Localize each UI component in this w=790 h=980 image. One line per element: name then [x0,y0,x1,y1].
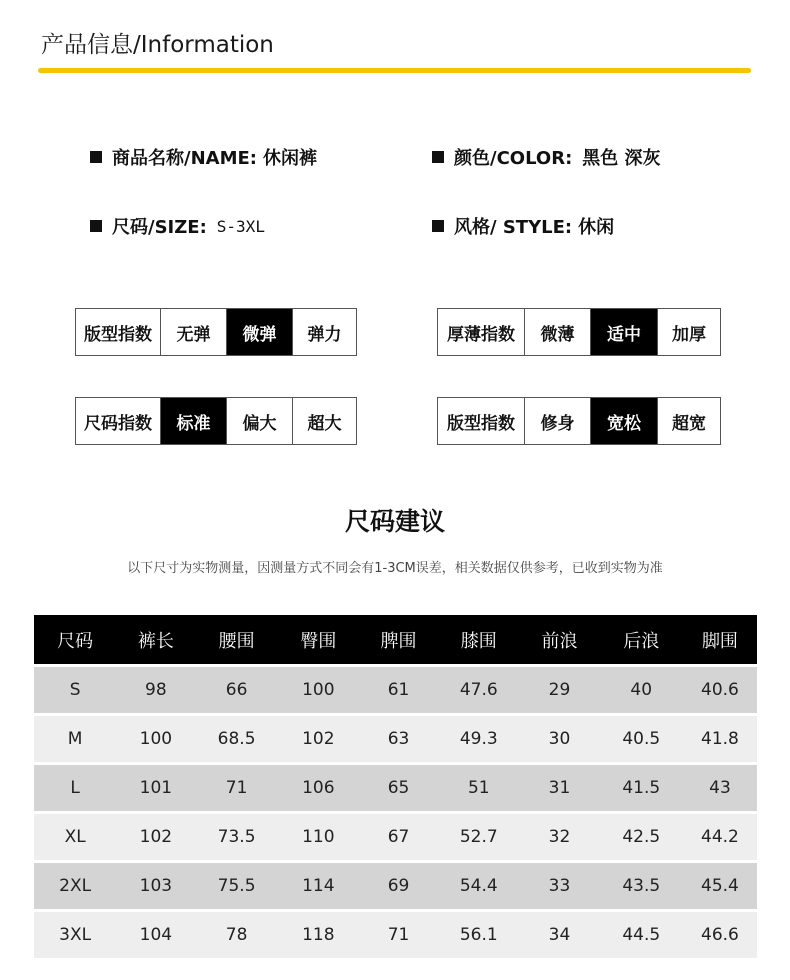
info-product-name [90,144,317,170]
table-cell: 49.3 [438,713,519,762]
page-title: 产品信息/Information [41,32,274,58]
table-cell: 56.1 [438,909,519,958]
table-cell: 98 [116,664,195,713]
info-color [432,144,661,170]
table-row [34,811,757,860]
info-color-label: 颜色/COLOR: [454,148,573,169]
square-bullet-icon [432,220,444,232]
table-row [34,664,757,713]
table-row [34,713,757,762]
index-option: 偏大 [226,398,292,444]
index-fit [437,397,721,445]
info-size-value: S-3XL [216,216,265,236]
table-cell: 101 [116,762,195,811]
table-cell: 100 [116,713,195,762]
table-cell: 43 [683,762,757,811]
table-cell: 31 [519,762,599,811]
table-header-cell: 脾围 [359,615,438,664]
info-style [432,213,614,239]
index-size-fit [75,397,357,445]
table-cell: 114 [278,860,359,909]
table-row [34,909,757,958]
index-option-selected: 宽松 [590,398,657,444]
index-stretch-label: 版型指数 [84,324,152,345]
table-cell: 2XL [34,860,116,909]
table-row [34,762,757,811]
info-size-label: 尺码/SIZE: [112,217,207,238]
table-cell: 44.5 [600,909,683,958]
index-option-selected: 微弹 [226,309,292,355]
table-cell: 30 [519,713,599,762]
table-cell: 3XL [34,909,116,958]
table-cell: 71 [195,762,277,811]
table-cell: S [34,664,116,713]
table-header-cell: 膝围 [438,615,519,664]
size-table-header [34,615,757,664]
table-cell: 67 [359,811,438,860]
index-option-selected: 适中 [590,309,657,355]
table-cell: 63 [359,713,438,762]
table-cell: 40.6 [683,664,757,713]
table-header-cell: 裤长 [116,615,195,664]
table-header-cell: 前浪 [519,615,599,664]
index-thickness [437,308,721,356]
info-name-label: 商品名称/NAME: [112,148,257,169]
table-cell: 41.8 [683,713,757,762]
index-size-fit-label: 尺码指数 [84,413,152,434]
index-stretch [75,308,357,356]
index-fit-label: 版型指数 [447,413,515,434]
square-bullet-icon [90,220,102,232]
table-header-cell: 臀围 [278,615,359,664]
table-row [34,860,757,909]
size-section-note: 以下尺寸为实物测量，因测量方式不同会有1-3CM误差，相关数据仅供参考，已收到实物为准 [127,561,663,576]
table-cell: 40 [600,664,683,713]
table-cell: 106 [278,762,359,811]
table-cell: 29 [519,664,599,713]
table-cell: 52.7 [438,811,519,860]
table-cell: M [34,713,116,762]
info-style-value: 休闲 [578,217,615,238]
table-cell: XL [34,811,116,860]
index-option: 无弹 [160,309,226,355]
index-option: 超大 [292,398,356,444]
table-header-cell: 腰围 [195,615,277,664]
table-cell: 102 [278,713,359,762]
table-cell: 42.5 [600,811,683,860]
table-cell: 41.5 [600,762,683,811]
table-cell: 78 [195,909,277,958]
table-cell: 40.5 [600,713,683,762]
table-cell: 118 [278,909,359,958]
index-option: 超宽 [657,398,720,444]
table-cell: 102 [116,811,195,860]
info-name-value: 休闲裤 [262,148,317,169]
table-cell: 73.5 [195,811,277,860]
table-cell: 68.5 [195,713,277,762]
index-option: 微薄 [524,309,590,355]
table-cell: 33 [519,860,599,909]
table-cell: 66 [195,664,277,713]
table-cell: 71 [359,909,438,958]
index-option-selected: 标准 [160,398,226,444]
table-cell: 44.2 [683,811,757,860]
info-size [90,213,265,239]
table-cell: 110 [278,811,359,860]
table-cell: 103 [116,860,195,909]
info-color-value: 黑色 深灰 [582,148,661,169]
square-bullet-icon [90,151,102,163]
table-cell: 51 [438,762,519,811]
size-table [34,615,757,958]
table-cell: 65 [359,762,438,811]
table-cell: 43.5 [600,860,683,909]
square-bullet-icon [432,151,444,163]
table-cell: 34 [519,909,599,958]
table-cell: 61 [359,664,438,713]
size-section-title: 尺码建议 [344,507,445,536]
index-option: 加厚 [657,309,720,355]
table-cell: 69 [359,860,438,909]
table-header-cell: 后浪 [600,615,683,664]
info-style-label: 风格/ STYLE: [454,217,573,238]
table-cell: 47.6 [438,664,519,713]
table-cell: 46.6 [683,909,757,958]
index-option: 修身 [524,398,590,444]
table-header-cell: 尺码 [34,615,116,664]
table-cell: L [34,762,116,811]
table-cell: 54.4 [438,860,519,909]
table-cell: 104 [116,909,195,958]
index-thickness-label: 厚薄指数 [447,324,515,345]
table-cell: 45.4 [683,860,757,909]
table-cell: 32 [519,811,599,860]
index-option: 弹力 [292,309,356,355]
header-accent-bar [38,68,751,73]
table-header-cell: 脚围 [683,615,757,664]
table-cell: 100 [278,664,359,713]
table-cell: 75.5 [195,860,277,909]
